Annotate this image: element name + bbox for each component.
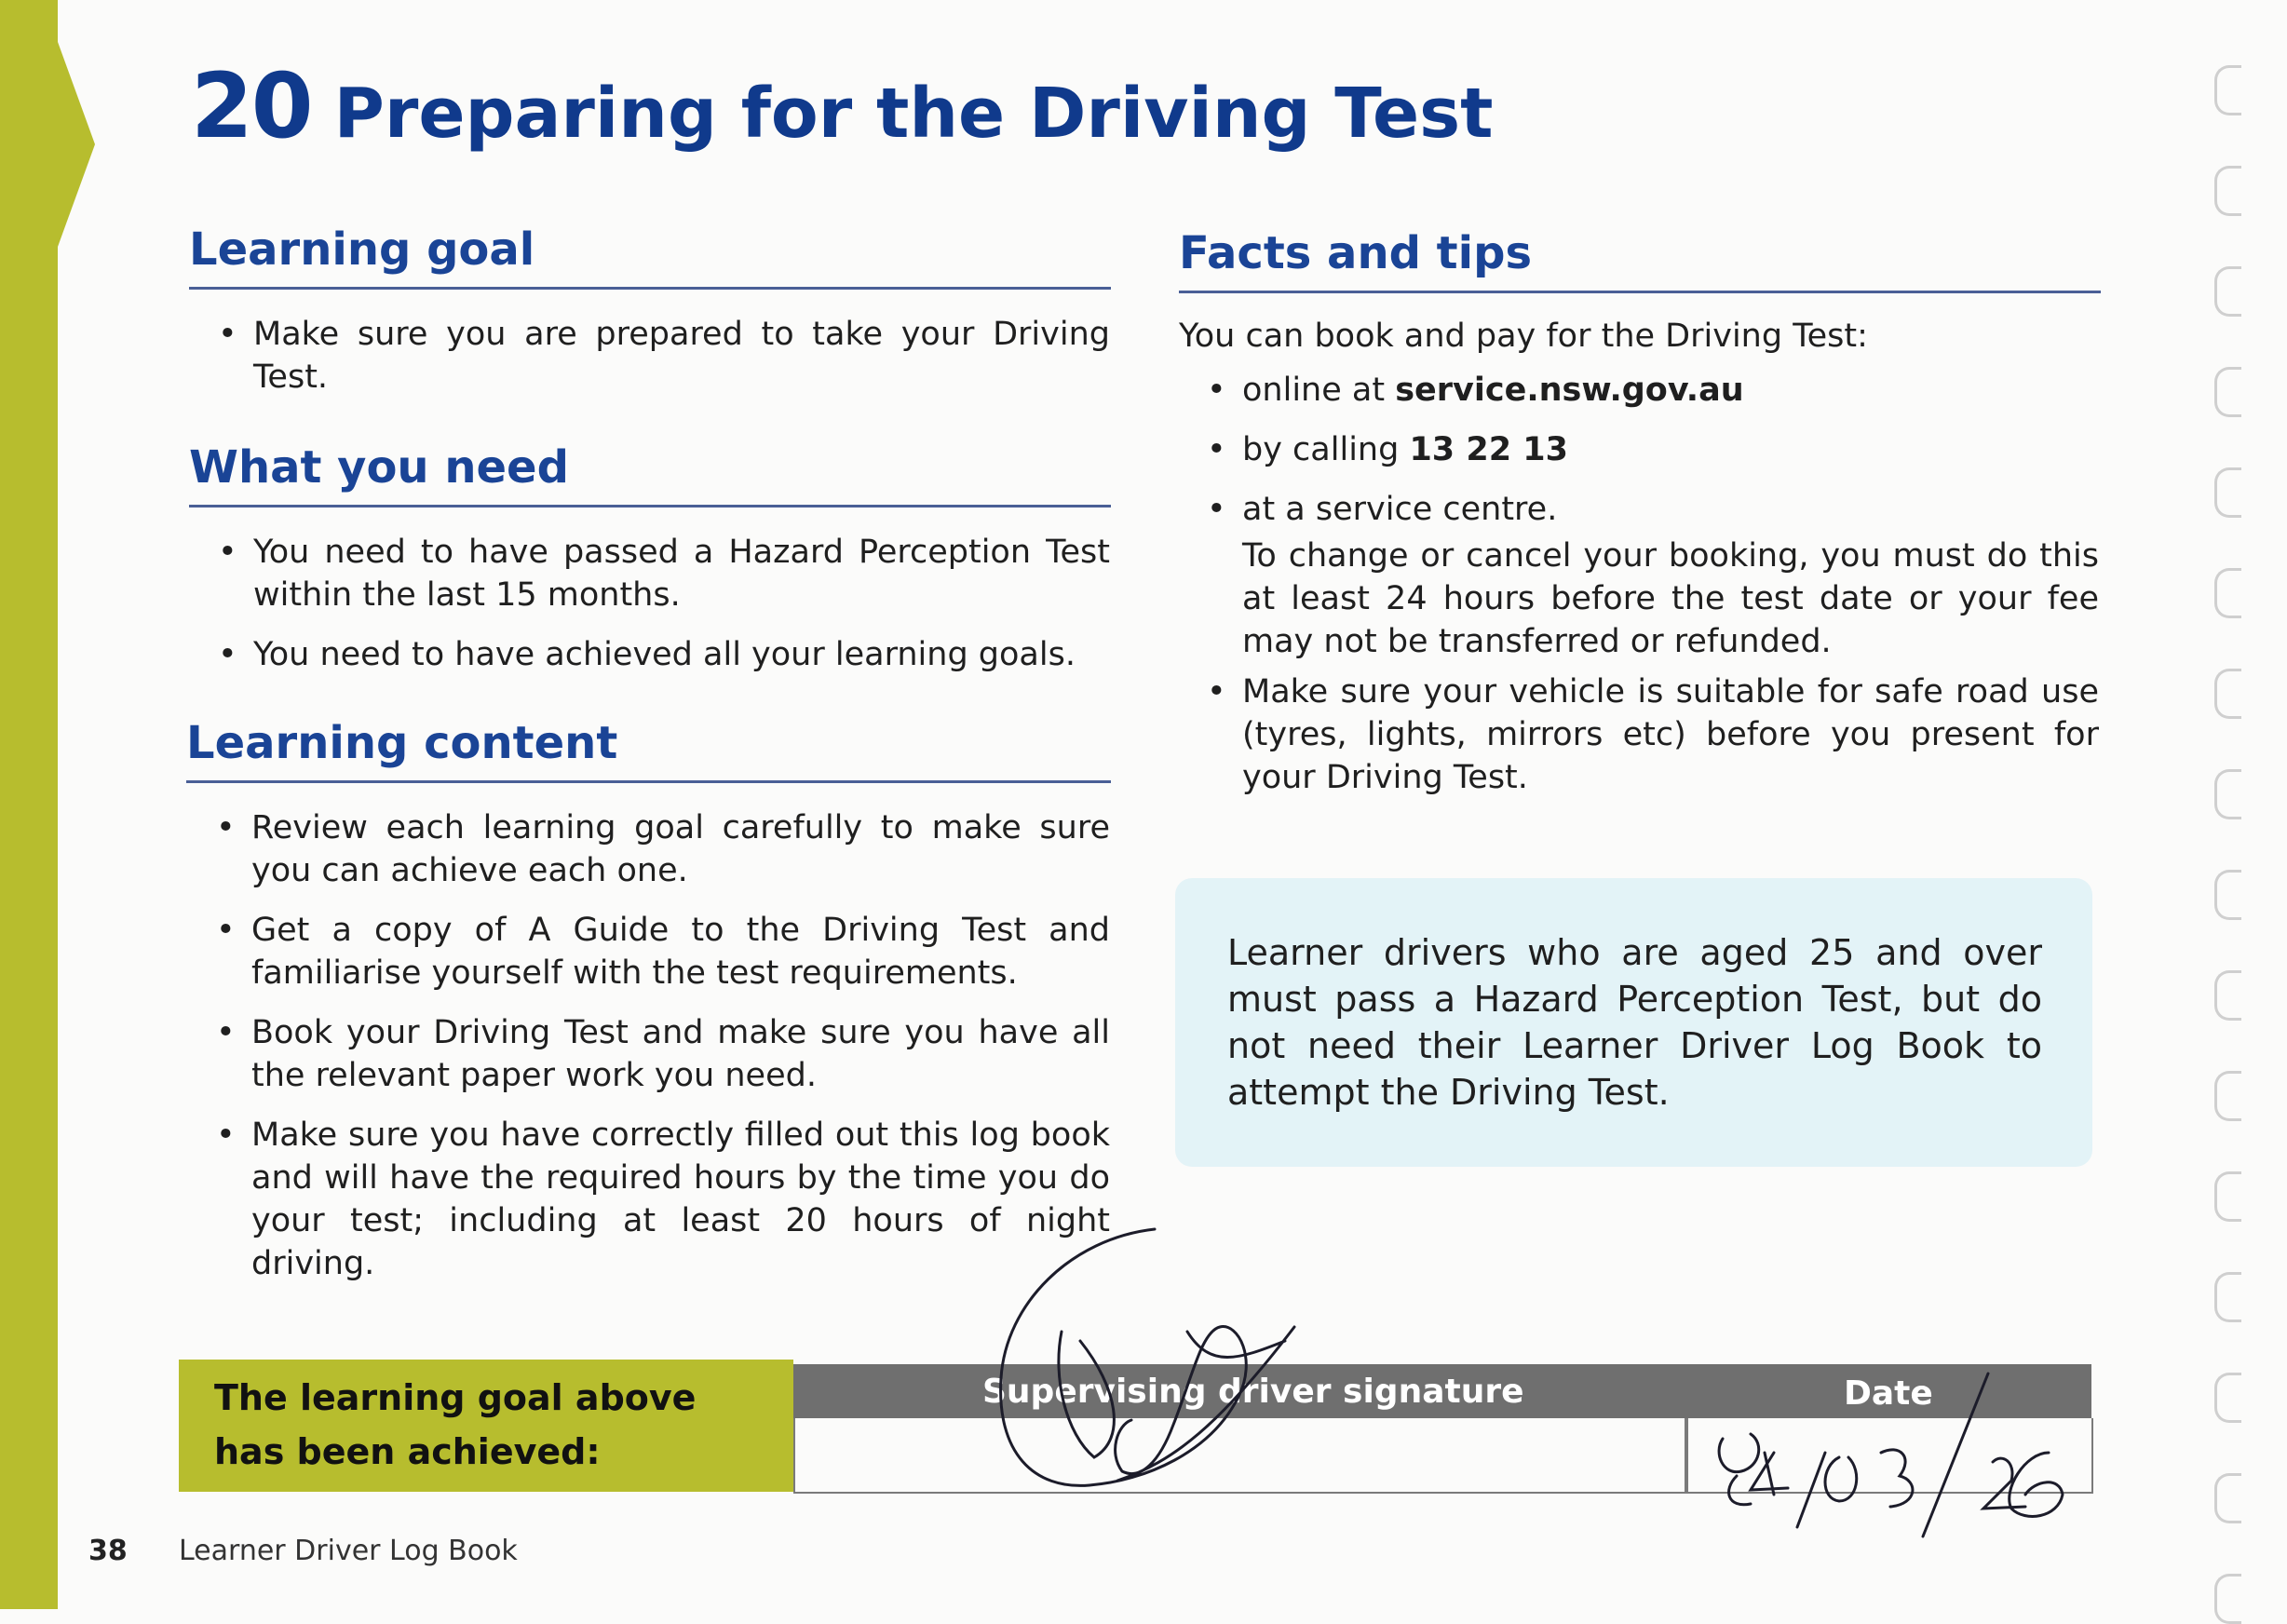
facts-and-tips-heading: Facts and tips xyxy=(1179,227,2101,293)
date-label: Date xyxy=(1844,1374,1933,1413)
callout-text: Learner drivers who are aged 25 and over must pass a Hazard Perception Test, but do not need their Learner Driver Log Book to attempt the Driving Test. xyxy=(1227,932,2042,1113)
page-title xyxy=(191,54,1494,158)
list-item: • Make sure your vehicle is suitable for safe road use (tyres, lights, mirrors etc) before you present for your Driving Test. xyxy=(1205,670,2099,799)
chapter-title: Preparing for the Driving Test xyxy=(333,74,1494,154)
learning-content-list xyxy=(214,806,1110,1302)
list-item: • Get a copy of A Guide to the Driving Test and familiarise yourself with the test requirements. xyxy=(214,909,1110,995)
green-side-strip xyxy=(0,0,58,1609)
list-item: • Make sure you have correctly filled out this log book and will have the required hours by the time you do your test; including at least 20 hours of night driving. xyxy=(214,1114,1110,1285)
list-item-centre: • at a service centre. xyxy=(1205,488,2099,531)
booking-options-list xyxy=(1205,369,2099,548)
what-you-need-list xyxy=(216,531,1110,693)
chapter-number: 20 xyxy=(191,54,312,158)
learning-content-heading: Learning content xyxy=(186,717,1111,783)
what-you-need-heading: What you need xyxy=(189,441,1111,508)
list-item-online: • online at service.nsw.gov.au xyxy=(1205,369,2099,412)
booking-change-note: To change or cancel your booking, you must do this at least 24 hours before the test date or your fee may not be transferred or refunded. xyxy=(1242,537,2099,660)
green-side-notch xyxy=(58,42,95,247)
website-link[interactable]: service.nsw.gov.au xyxy=(1395,372,1744,409)
list-item: • You need to have achieved all your learning goals. xyxy=(216,633,1110,676)
date-field[interactable] xyxy=(1685,1418,2093,1494)
footer-book-title: Learner Driver Log Book xyxy=(179,1535,518,1567)
signature-label: Supervising driver signature xyxy=(982,1373,1524,1411)
list-item-phone: • by calling 13 22 13 xyxy=(1205,428,2099,471)
spiral-binding xyxy=(2214,65,2274,1555)
learning-goal-heading: Learning goal xyxy=(189,223,1111,290)
learning-goal-list xyxy=(216,313,1110,415)
signature-field[interactable] xyxy=(793,1418,1688,1494)
goal-achieved-statement: The learning goal above has been achieved: xyxy=(214,1377,697,1472)
list-item: • Book your Driving Test and make sure you have all the relevant paper work you need. xyxy=(214,1011,1110,1097)
list-item: • Review each learning goal carefully to make sure you can achieve each one. xyxy=(214,806,1110,892)
phone-number: 13 22 13 xyxy=(1409,431,1568,468)
booking-intro: You can book and pay for the Driving Test: xyxy=(1179,318,1868,355)
list-item: • You need to have passed a Hazard Perception Test within the last 15 months. xyxy=(216,531,1110,616)
list-item: • Make sure you are prepared to take your Driving Test. xyxy=(216,313,1110,399)
page-number: 38 xyxy=(88,1535,128,1567)
vehicle-tip-list xyxy=(1205,670,2099,816)
